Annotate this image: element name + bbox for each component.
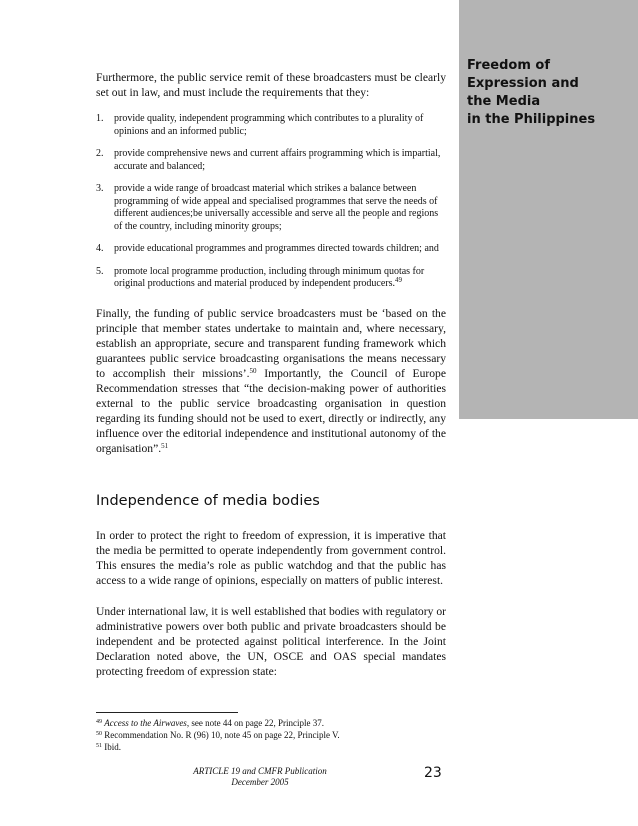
footnotes [96, 717, 446, 753]
footnote-number: 49 [96, 719, 102, 725]
footnote [96, 741, 446, 753]
footnote-number: 50 [96, 731, 102, 737]
body-paragraph: In order to protect the right to freedom of expression, it is imperative that the media be permitted to operate independently from government control. This ensures the media’s role as public watchdog and that the public has access to a wide range of opinions, especially on matters of public interest. [96, 528, 446, 587]
sidebar-title-line: in the Philippines [467, 112, 596, 127]
list-item-number: 4. [96, 243, 104, 254]
list-item-text [114, 266, 446, 291]
footnote-divider [96, 712, 238, 713]
main-content [96, 70, 446, 679]
list-item-number: 2. [96, 148, 104, 159]
list-item [96, 266, 446, 291]
page-footer [170, 766, 350, 788]
funding-text: Finally, the funding of public service broadcasters must be ‘based on the principle that member states undertake to maintain and, where necessary, establish an appropriate, secure and transparent funding framework which guarantees public service broadcasting organisations the means necessary to accomplish their missions’. [96, 306, 446, 380]
list-item-number: 5. [96, 265, 104, 277]
footnote-text: Recommendation No. R (96) 10, note 45 on page 22, Principle V. [104, 730, 340, 740]
sidebar-title [467, 57, 632, 129]
section-heading: Independence of media bodies [96, 492, 320, 509]
footer-date: December 2005 [231, 777, 289, 787]
footnote-ref[interactable]: 50 [249, 366, 257, 375]
sidebar-title-line: Expression and [467, 76, 579, 91]
list-item [96, 148, 446, 173]
footnote-text: , see note 44 on page 22, Principle 37. [186, 718, 325, 728]
page-number: 23 [424, 765, 442, 781]
footnote [96, 729, 446, 741]
list-item-body: promote local programme production, including through minimum quotas for original productions and material produced by independent producers. [114, 265, 425, 289]
list-item-text: provide quality, independent programming which contributes to a plurality of opinions and an informed public; [114, 113, 424, 137]
list-item-text: provide a wide range of broadcast material which strikes a balance between programming of wide appeal and specialised programmes that serve the needs of different audiences;be universally accessible and serve all the people and regions of the country, including minority groups; [114, 183, 439, 232]
footnote-number: 51 [96, 743, 102, 749]
list-item-text: provide comprehensive news and current affairs programming which is impartial, accurate and balanced; [114, 148, 441, 172]
footer-publication: ARTICLE 19 and CMFR Publication [193, 766, 327, 776]
list-item-text: provide educational programmes and programmes directed towards children; and [114, 243, 439, 254]
list-item-number: 3. [96, 183, 104, 194]
requirements-list [96, 113, 446, 291]
footnote-ref[interactable]: 51 [161, 441, 169, 450]
body-paragraph: Under international law, it is well established that bodies with regulatory or administrative powers over both public and private broadcasters should be independent and be protected against political interference. In the Joint Declaration noted above, the UN, OSCE and OAS special mandates protecting freedom of expression state: [96, 604, 446, 678]
footnote-italic: Access to the Airwaves [104, 718, 187, 728]
sidebar-title-line: the Media [467, 94, 541, 109]
footnote-ref[interactable]: 49 [395, 276, 403, 284]
footnote-text: Ibid. [104, 742, 121, 752]
list-item [96, 113, 446, 138]
intro-paragraph: Furthermore, the public service remit of these broadcasters must be clearly set out in law, and must include the requirements that they: [96, 71, 446, 99]
list-item-number: 1. [96, 113, 104, 124]
footnote [96, 717, 446, 729]
list-item [96, 183, 446, 233]
sidebar-title-line: Freedom of [467, 58, 550, 73]
funding-paragraph [96, 306, 446, 456]
list-item [96, 243, 446, 256]
funding-text: Importantly, the Council of Europe Recommendation stresses that “the decision-making power of authorities external to the public service broadcasting organisation in question regarding its funding should not be used to exert, directly or indirectly, any influence over the editorial independence and institutional autonomy of the organisation”. [96, 366, 446, 455]
